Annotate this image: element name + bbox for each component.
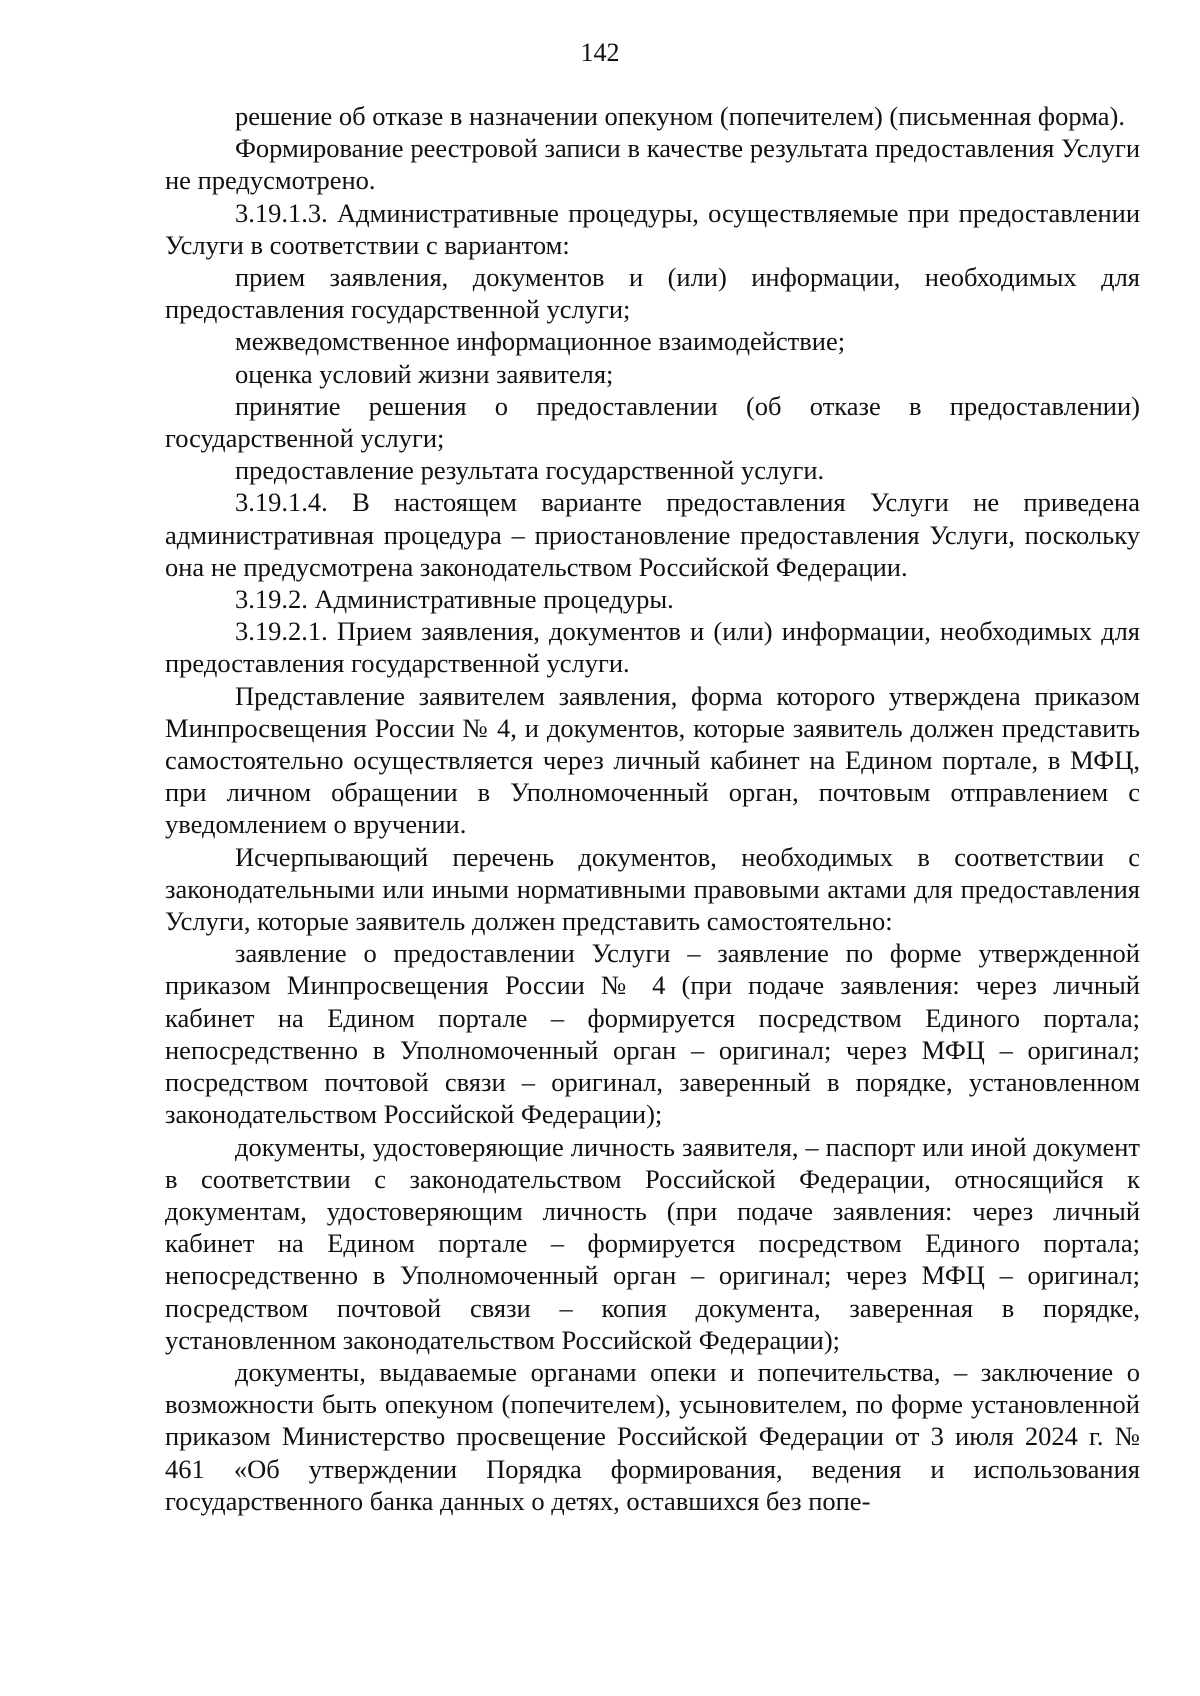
paragraph: Представление заявителем заявления, форма которого утверждена приказом Минпросвещения России № 4, и документов, которые заявитель должен представить самостоятельно осуществляется через личный кабинет на Едином портале, в МФЦ, при личном обращении в Уполномоченный орган, почтовым отправлением с уведомлением о вручении. <box>165 680 1140 840</box>
paragraph: 3.19.2. Административные процедуры. <box>235 584 674 615</box>
paragraph: решение об отказе в назначении опекуном (попечителем) (письменная форма). <box>235 101 1125 131</box>
paragraph: заявление о предоставлении Услуги – заявление по форме утвержденной приказом Минпросвещения России № 4 (при подаче заявления: через личный кабинет на Едином портале – формируется посредством Единого портала; непосредственно в Уполномоченный орган – оригинал; через МФЦ – оригинал; посредством почтовой связи – оригинал, заверенный в порядке, установленном законодательством Российской Федерации); <box>165 938 1140 1130</box>
paragraph: 3.19.2.1. Прием заявления, документов и (или) информации, необходимых для предоставления государственной услуги. <box>165 616 1140 679</box>
paragraph: Формирование реестровой записи в качестве результата предоставления Услуги не предусмотрено. <box>165 133 1140 196</box>
document-body <box>165 100 1140 1517</box>
paragraph: межведомственное информационное взаимодействие; <box>235 326 846 357</box>
paragraph: 3.19.1.4. В настоящем варианте предоставления Услуги не приведена административная процедура – приостановление предоставления Услуги, поскольку она не предусмотрена законодательством Российской Федерации. <box>165 487 1140 582</box>
page-number: 142 <box>580 38 620 67</box>
paragraph: оценка условий жизни заявителя; <box>235 358 614 389</box>
paragraph: Исчерпывающий перечень документов, необходимых в соответствии с законодательными или иными нормативными правовыми актами для предоставления Услуги, которые заявитель должен представить самостоятельно: <box>165 841 1140 937</box>
paragraph: прием заявления, документов и (или) информации, необходимых для предоставления государственной услуги; <box>165 262 1140 325</box>
paragraph: документы, удостоверяющие личность заявителя, – паспорт или иной документ в соответствии с законодательством Российской Федерации, относящийся к документам, удостоверяющим личность (при подаче заявления: через личный кабинет на Едином портале – формируется посредством Единого портала; непосредственно в Уполномоченный орган – оригинал; через МФЦ – оригинал; посредством почтовой связи – копия документа, заверенная в порядке, установленном законодательством Российской Федерации); <box>165 1131 1140 1355</box>
paragraph: принятие решения о предоставлении (об отказе в предоставлении) государственной услуги; <box>165 390 1140 454</box>
paragraph: 3.19.1.3. Административные процедуры, осуществляемые при предоставлении Услуги в соответствии с вариантом: <box>165 197 1140 260</box>
paragraph: предоставление результата государственной услуги. <box>235 455 825 486</box>
paragraph: документы, выдаваемые органами опеки и попечительства, – заключение о возможности быть опекуном (попечителем), усыновителем, по форме установленной приказом Министерство просвещение Российской Федерации от 3 июля 2024 г. № 461 «Об утверждении Порядка формирования, ведения и использования государственного банка данных о детях, оставшихся без попе- <box>165 1356 1140 1516</box>
